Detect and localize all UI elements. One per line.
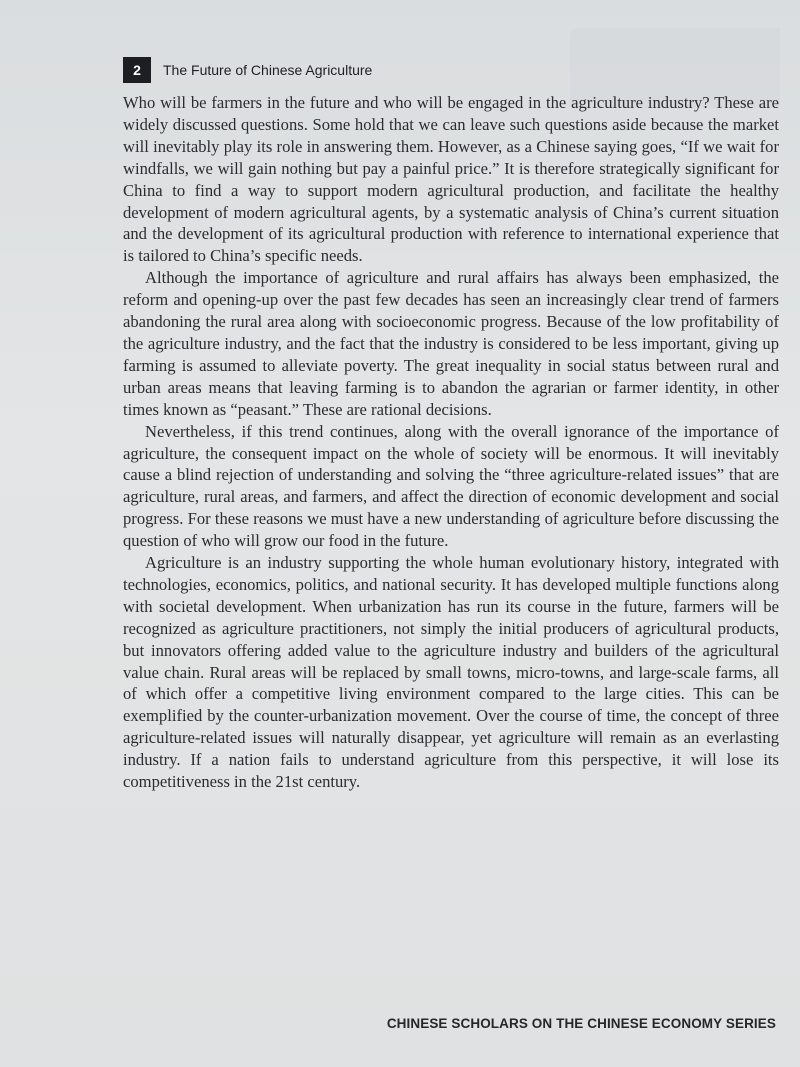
- paragraph-2: Although the importance of agriculture and rural affairs has always been emphasized, the reform and opening-up over the past few decades has seen an increasingly clear trend of farmers abandoning the rural area along with socioeconomic progress. Because of the low profitability of the agriculture industry, and the fact that the industry is considered to be less important, giving up farming is assumed to alleviate poverty. The great inequality in social status between rural and urban areas means that leaving farming is to abandon the agrarian or farmer identity, in other times known as “peasant.” These are rational decisions.: [123, 268, 779, 419]
- page-number: 2: [123, 57, 151, 83]
- paragraph-1: Who will be farmers in the future and who will be engaged in the agriculture industry? These are widely discussed questions. Some hold that we can leave such questions aside because the market will inevitably play its role in answering them. However, as a Chinese saying goes, “If we wait for windfalls, we will gain nothing but pay a painful price.” It is therefore strategically significant for China to find a way to support modern agricultural production, and facilitate the healthy development of modern agricultural agents, by a systematic analysis of China’s current situation and the development of its agricultural production with reference to international experience that is tailored to China’s specific needs.: [123, 93, 779, 266]
- running-title: The Future of Chinese Agriculture: [163, 62, 373, 78]
- series-footer: CHINESE SCHOLARS ON THE CHINESE ECONOMY SERIES: [386, 1016, 776, 1031]
- paragraph-4: Agriculture is an industry supporting the whole human evolutionary history, integrated with technologies, economics, politics, and national security. It has developed multiple functions along with societal development. When urbanization has run its course in the future, farmers will be recognized as agriculture practitioners, not simply the initial producers of agricultural products, but innovators offering added value to the agriculture industry and builders of the agricultural value chain. Rural areas will be replaced by small towns, micro-towns, and large-scale farms, all of which offer a competitive living environment compared to the large cities. This can be exemplified by the counter-urbanization movement. Over the course of time, the concept of three agriculture-related issues will naturally disappear, yet agriculture will remain as an everlasting industry. If a nation fails to understand agriculture from this perspective, it will lose its competitiveness in the 21st century.: [123, 553, 779, 792]
- body-text: [123, 92, 779, 793]
- running-head: [123, 57, 372, 83]
- paragraph-3: Nevertheless, if this trend continues, along with the overall ignorance of the importance of agriculture, the consequent impact on the whole of society will be enormous. It will inevitably cause a blind rejection of understanding and solving the “three agriculture-related issues” that are agriculture, rural areas, and farmers, and affect the direction of economic development and social progress. For these reasons we must have a new understanding of agriculture before discussing the question of who will grow our food in the future.: [123, 421, 779, 551]
